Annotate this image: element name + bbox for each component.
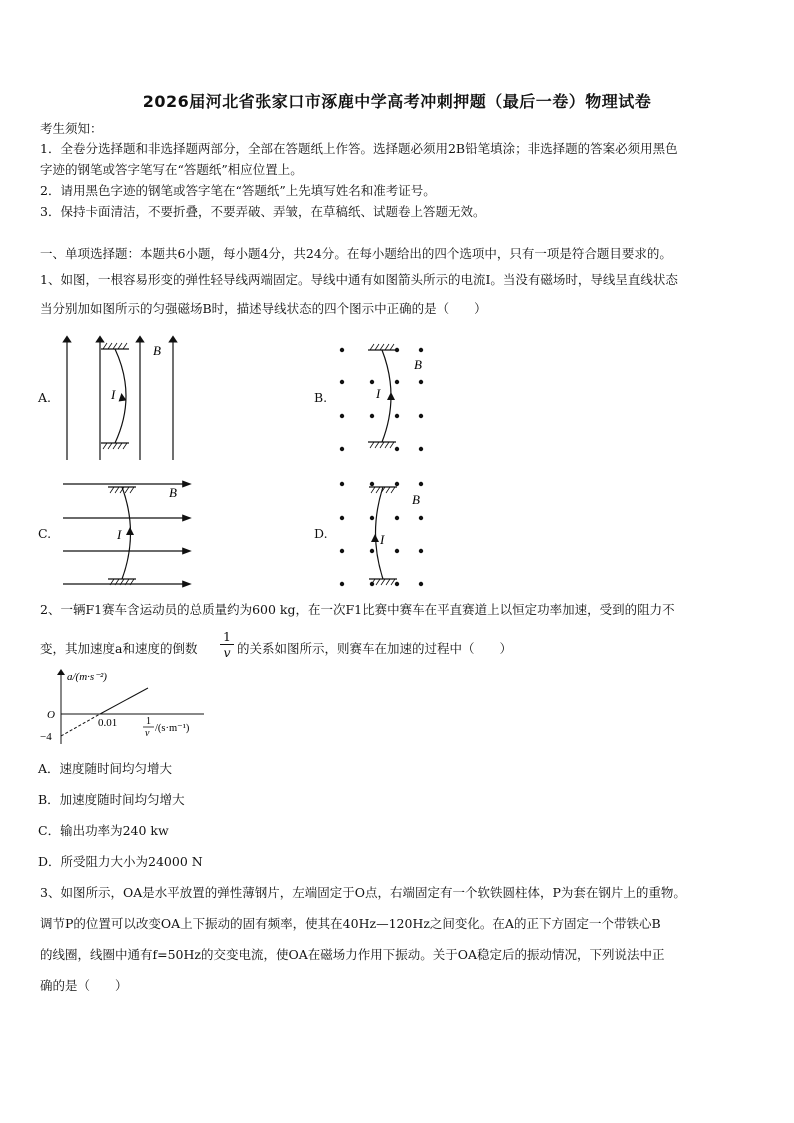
q1-figure-c bbox=[55, 478, 195, 593]
x-axis-label-den: v bbox=[145, 728, 150, 739]
current-arrow bbox=[126, 527, 134, 535]
y-tick-label: −4 bbox=[40, 731, 52, 743]
q1-option-d-label: D. bbox=[314, 526, 328, 541]
q1-figure-b bbox=[330, 340, 440, 460]
q3-stem-line-4: 确的是（ ） bbox=[40, 978, 128, 993]
field-label: B bbox=[169, 485, 177, 500]
current-arrow bbox=[371, 534, 379, 542]
q3-stem-line-1: 3、如图所示，OA是水平放置的弹性薄钢片，左端固定于O点，右端固定有一个软铁圆柱体，P为套在钢片上的重物。 bbox=[40, 885, 686, 900]
q1-stem-line-1: 1、如图，一根容易形变的弹性轻导线两端固定。导线中通有如图箭头所示的电流I。当没有磁场时，导线呈直线状态 bbox=[40, 272, 678, 287]
current-label: I bbox=[111, 387, 116, 402]
q1-figure-d bbox=[330, 478, 440, 593]
q2-fraction-denominator: v bbox=[220, 644, 234, 660]
q2-fraction bbox=[220, 629, 234, 660]
q1-option-b-label: B. bbox=[314, 390, 328, 405]
notice-line-2: 字迹的钢笔或答字笔写在“答题纸”相应位置上。 bbox=[40, 162, 303, 177]
q3-stem-line-2: 调节P的位置可以改变OA上下振动的固有频率，使其在40Hz—120Hz之间变化。在A的正下方固定一个带铁心B bbox=[40, 916, 661, 931]
field-label: B bbox=[412, 492, 420, 507]
current-arrow bbox=[117, 392, 126, 401]
current-label: I bbox=[380, 532, 385, 547]
q2-stem-line-2b: 的关系如图所示，则赛车在加速的过程中（ ） bbox=[237, 641, 513, 656]
field-label: B bbox=[153, 343, 161, 358]
field-label: B bbox=[414, 357, 422, 372]
q2-stem-line-2a: 变，其加速度a和速度的倒数 bbox=[40, 641, 198, 656]
q1-option-c-label: C. bbox=[38, 526, 52, 541]
q3-stem-line-3: 的线圈，线圈中通有f=50Hz的交变电流，使OA在磁场力作用下振动。关于OA稳定后的振动情况，下列说法中正 bbox=[40, 947, 665, 962]
x-tick-label: 0.01 bbox=[98, 717, 118, 729]
page-title: 2026届河北省张家口市涿鹿中学高考冲刺押题（最后一卷）物理试卷 bbox=[142, 92, 652, 111]
y-axis-label: a/(m·s⁻²) bbox=[67, 671, 107, 683]
q1-stem-line-2: 当分别加如图所示的匀强磁场B时，描述导线状态的四个图示中正确的是（ ） bbox=[40, 301, 487, 316]
notice-line-4: 3．保持卡面清洁，不要折叠，不要弄破、弄皱，在草稿纸、试题卷上答题无效。 bbox=[40, 204, 486, 219]
notice-line-1: 1．全卷分选择题和非选择题两部分，全部在答题纸上作答。选择题必须用2B铅笔填涂；非选择题的答案必须用黑色 bbox=[40, 141, 678, 156]
section-heading: 一、单项选择题：本题共6小题，每小题4分，共24分。在每小题给出的四个选项中，只有一项是符合题目要求的。 bbox=[40, 246, 672, 261]
q2-option-c: C．输出功率为240 kw bbox=[38, 823, 169, 838]
current-label: I bbox=[376, 386, 381, 401]
q1-option-a-label: A. bbox=[38, 390, 52, 405]
current-arrow bbox=[387, 392, 395, 400]
q2-graph bbox=[38, 668, 228, 748]
data-line bbox=[100, 688, 148, 714]
q2-option-d: D．所受阻力大小为24000 N bbox=[38, 854, 203, 869]
x-axis-label-num: 1 bbox=[146, 716, 151, 727]
q2-option-b: B．加速度随时间均匀增大 bbox=[38, 792, 185, 807]
x-axis-label-unit: /(s·m⁻¹) bbox=[155, 723, 190, 734]
q2-fraction-numerator: 1 bbox=[223, 629, 231, 644]
notice-heading: 考生须知： bbox=[40, 121, 103, 136]
origin-label: O bbox=[47, 709, 55, 721]
q2-option-a: A．速度随时间均匀增大 bbox=[38, 761, 173, 776]
notice-line-3: 2．请用黑色字迹的钢笔或答字笔在“答题纸”上先填写姓名和准考证号。 bbox=[40, 183, 436, 198]
current-label: I bbox=[117, 527, 122, 542]
q2-stem-line-1: 2、一辆F1赛车含运动员的总质量约为600 kg，在一次F1比赛中赛车在平直赛道上以恒定功率加速，受到的阻力不 bbox=[40, 602, 675, 617]
extrapolated-line bbox=[61, 714, 100, 736]
q1-figure-a bbox=[55, 335, 185, 465]
